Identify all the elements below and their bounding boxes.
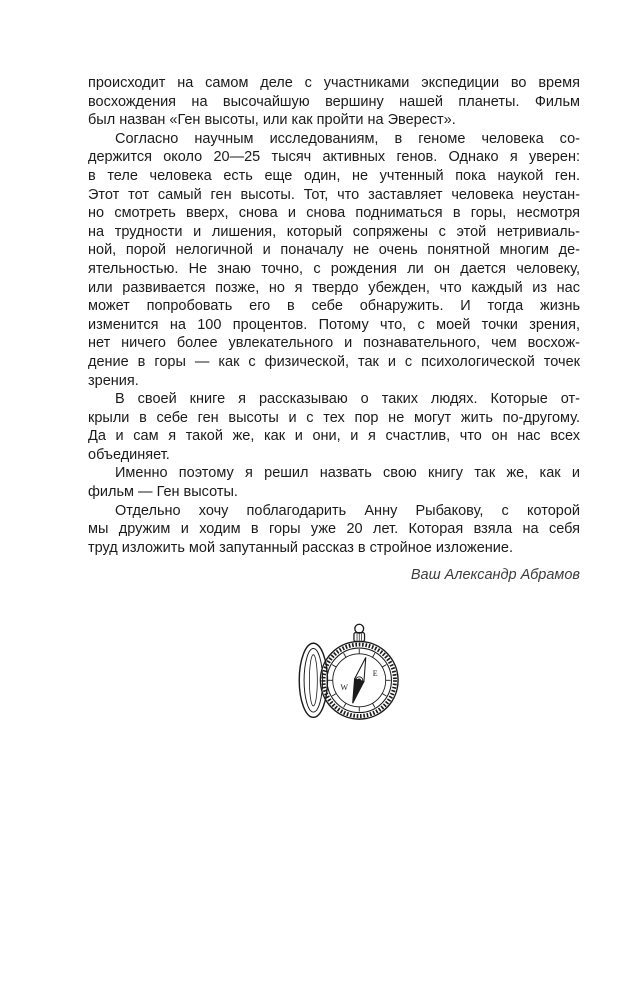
text-line: ной, порой нелогичной и поначалу не очень понятной многим де- xyxy=(88,242,580,259)
text-line: но смотреть вверх, снова и снова подниматься в горы, несмотря xyxy=(88,205,580,222)
text-line: происходит на самом деле с участниками экспедиции во время xyxy=(88,75,580,91)
text-line: крыли в себе ген высоты и с тех пор не могут жить по-другому. xyxy=(88,409,580,426)
text-line: В своей книге я рассказываю о таких людях. Которые от- xyxy=(115,391,580,408)
text-line: труд изложить мой запутанный рассказ в стройное изложение. xyxy=(88,539,513,556)
compass-pivot-dot xyxy=(357,679,361,683)
text-line: нет ничего более увлекательного и познавательного, чем восхож- xyxy=(88,335,580,352)
paragraphs-container xyxy=(88,74,580,557)
text-line: мы дружим и ходим в горы уже 20 лет. Которая взяла на себя xyxy=(88,521,580,538)
paragraph xyxy=(88,74,580,130)
text-line: Именно поэтому я решил назвать свою книгу так же, как и xyxy=(115,465,580,482)
text-line: восхождения на высочайшую вершину нашей планеты. Фильм xyxy=(88,93,580,110)
text-line: в теле человека есть еще один, не учтенный пока наукой ген. xyxy=(88,167,580,184)
compass-east-label: E xyxy=(372,668,378,678)
paragraph xyxy=(88,464,580,501)
compass-west-label: W xyxy=(340,683,348,693)
text-block xyxy=(88,74,580,734)
text-line: изменится на 100 процентов. Потому что, с моей точки зрения, xyxy=(88,316,580,333)
text-line: может попробовать его в себе обнаружить. И тогда жизнь xyxy=(88,298,580,315)
text-line: ятельностью. Не знаю точно, с рождения ли он дается человеку, xyxy=(88,260,580,277)
text-line: Отдельно хочу поблагодарить Анну Рыбакову, с которой xyxy=(115,502,580,519)
text-line: Согласно научным исследованиям, в геноме человека со- xyxy=(115,130,580,147)
text-line: или развивается позже, но я твердо убежден, что каждый из нас xyxy=(88,279,580,296)
text-line: держится около 20—25 тысяч активных генов. Однако я уверен: xyxy=(88,149,580,166)
text-line: зрения. xyxy=(88,372,139,389)
text-line: Этот тот самый ген высоты. Тот, что заставляет человека неустан- xyxy=(88,186,580,203)
compass-crown xyxy=(354,624,365,641)
paragraph xyxy=(88,130,580,390)
paragraph xyxy=(88,502,580,558)
text-line: на трудности и лишения, который сопряжены с этой нетривиаль- xyxy=(88,223,580,240)
paragraph xyxy=(88,390,580,464)
compass-illustration xyxy=(271,622,421,728)
text-line: был назван «Ген высоты, или как пройти на Эверест». xyxy=(88,112,456,129)
text-line: Да и сам я такой же, как и они, и я счастлив, что он нас всех xyxy=(88,428,580,445)
text-line: фильм — Ген высоты. xyxy=(88,484,238,501)
illustration-wrap xyxy=(88,622,580,734)
text-line: объединяет. xyxy=(88,446,170,463)
author-signature: Ваш Александр Абрамов xyxy=(410,567,580,584)
text-line: дение в горы — как с физической, так и с психологической точек xyxy=(88,353,580,370)
